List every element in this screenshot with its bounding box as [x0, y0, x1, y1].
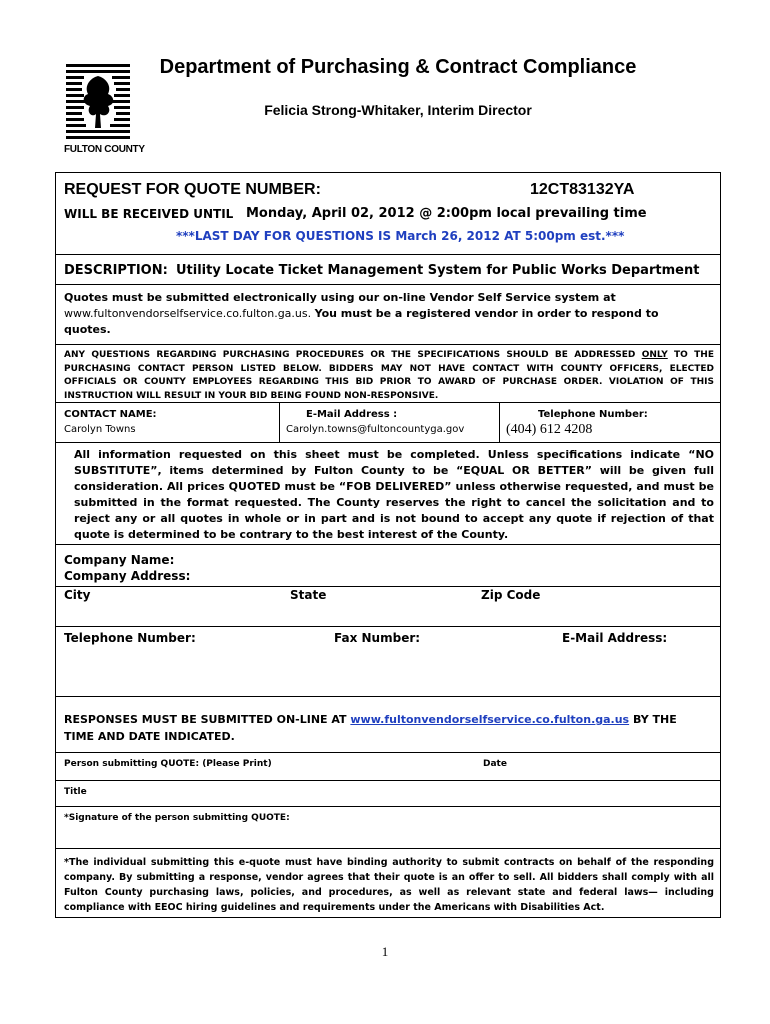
- fulton-county-logo: [60, 64, 145, 164]
- rfq-number: 12CT83132YA: [530, 181, 635, 198]
- company-address-label: Company Address:: [64, 569, 191, 583]
- rfq-number-label: REQUEST FOR QUOTE NUMBER:: [64, 181, 321, 198]
- company-section: [56, 545, 720, 587]
- terms-text: All information requested on this sheet must be completed. Unless specifications indicate “NO SUBSTITUTE”, items determined by Fulton County to be “EQUAL OR BETTER” will be given full consideration. All prices QUOTED must be “FOB DELIVERED” unless otherwise requested, and must be submitted in the format requested. The County reserves the right to cancel the solicitation and to reject any or all quotes in whole or in part and is not bound to accept any quote if rejection of that quote is determined to be contrary to the best interest of the County.: [74, 448, 714, 541]
- electronic-line-1: Quotes must be submitted electronically using our on-line Vendor Self Service system at: [64, 291, 616, 304]
- responses-portal-link[interactable]: www.fultonvendorselfservice.co.fulton.ga.us: [350, 713, 630, 726]
- fax-number-label: Fax Number:: [334, 631, 421, 645]
- logo-label: FULTON COUNTY: [64, 144, 145, 155]
- submitter-section: [56, 753, 720, 781]
- description-label: DESCRIPTION:: [64, 263, 168, 278]
- title-label: Title: [64, 787, 87, 797]
- department-title: Department of Purchasing & Contract Compliance: [159, 56, 637, 78]
- responses-line-1: [64, 713, 677, 726]
- city-label: City: [64, 588, 91, 602]
- responses-prefix: RESPONSES MUST BE SUBMITTED ON-LINE AT: [64, 713, 347, 726]
- received-until-value: Monday, April 02, 2012 @ 2:00pm local prevailing time: [246, 206, 647, 221]
- signature-label: *Signature of the person submitting QUOTE:: [64, 813, 290, 823]
- contact-name-label: CONTACT NAME:: [64, 409, 157, 420]
- director-name: Felicia Strong-Whitaker, Interim Director: [264, 102, 532, 118]
- phone-value: (404) 612 4208: [506, 422, 593, 437]
- electronic-submission-section: [56, 285, 720, 345]
- responses-section: [56, 697, 720, 753]
- zip-code-label: Zip Code: [481, 588, 541, 602]
- title-section: [56, 781, 720, 807]
- state-label: State: [290, 588, 327, 602]
- location-section: [56, 587, 720, 627]
- description-value: Utility Locate Ticket Management System for Public Works Department: [176, 263, 700, 278]
- page-number: 1: [381, 944, 389, 959]
- questions-notice: [64, 349, 714, 403]
- registered-vendor-note: You must be a registered vendor in order to respond to: [314, 307, 659, 320]
- contact-section: [56, 403, 720, 443]
- responses-line-2: TIME AND DATE INDICATED.: [64, 730, 235, 743]
- contact-info-section: [56, 627, 720, 697]
- questions-notice-section: [56, 345, 720, 403]
- telephone-number-label: Telephone Number:: [64, 631, 196, 645]
- questions-notice-part-2: TO THE PURCHASING CONTACT PERSON LISTED BELOW. BIDDERS MAY NOT HAVE CONTACT WITH COUNTY OFFICERS, ELECTED OFFICIALS OR COUNTY EMPLOYEES REGARDING THIS BID PRIOR TO AWARD OF PURCHASE ORDER. VIOLATION OF THIS INSTRUCTION WILL RESULT IN YOUR BID BEING FOUND NON-RESPONSIVE.: [64, 350, 714, 401]
- authority-text: *The individual submitting this e-quote must have binding authority to submit contracts on behalf of the responding company. By submitting a response, vendor agrees that their quote is an offer to sell. All bidders shall comply with all Fulton County purchasing laws, policies, and procedures, as well as relevant state and federal laws— including compliance with EEOC hiring guidelines and requirements under the Americans with Disabilities Act.: [64, 857, 714, 913]
- email-value[interactable]: Carolyn.towns@fultoncountyga.gov: [286, 424, 465, 435]
- person-submitting-label: Person submitting QUOTE: (Please Print): [64, 759, 272, 769]
- electronic-line-3: quotes.: [64, 323, 111, 336]
- phone-label: Telephone Number:: [538, 409, 648, 420]
- email-address-label: E-Mail Address:: [562, 631, 668, 645]
- rfq-section: [56, 173, 720, 255]
- company-name-label: Company Name:: [64, 553, 175, 567]
- date-label: Date: [483, 759, 507, 769]
- contact-name-value: Carolyn Towns: [64, 424, 136, 435]
- last-day-questions: ***LAST DAY FOR QUESTIONS IS March 26, 2012 AT 5:00pm est.***: [176, 229, 625, 243]
- electronic-line-2: [64, 307, 659, 320]
- description-section: [56, 255, 720, 285]
- responses-suffix: BY THE: [632, 713, 677, 726]
- email-label: E-Mail Address :: [306, 409, 398, 420]
- signature-section: [56, 807, 720, 849]
- authority-section: [56, 849, 720, 917]
- terms-section: [56, 443, 720, 545]
- questions-notice-part-1: ANY QUESTIONS REGARDING PURCHASING PROCEDURES OR THE SPECIFICATIONS SHOULD BE ADDRESSED: [64, 350, 636, 360]
- quote-form: [55, 172, 721, 918]
- received-until-label: WILL BE RECEIVED UNTIL: [64, 207, 234, 221]
- only-emphasis: ONLY: [641, 350, 668, 360]
- vendor-portal-url[interactable]: www.fultonvendorselfservice.co.fulton.ga.us.: [64, 307, 312, 320]
